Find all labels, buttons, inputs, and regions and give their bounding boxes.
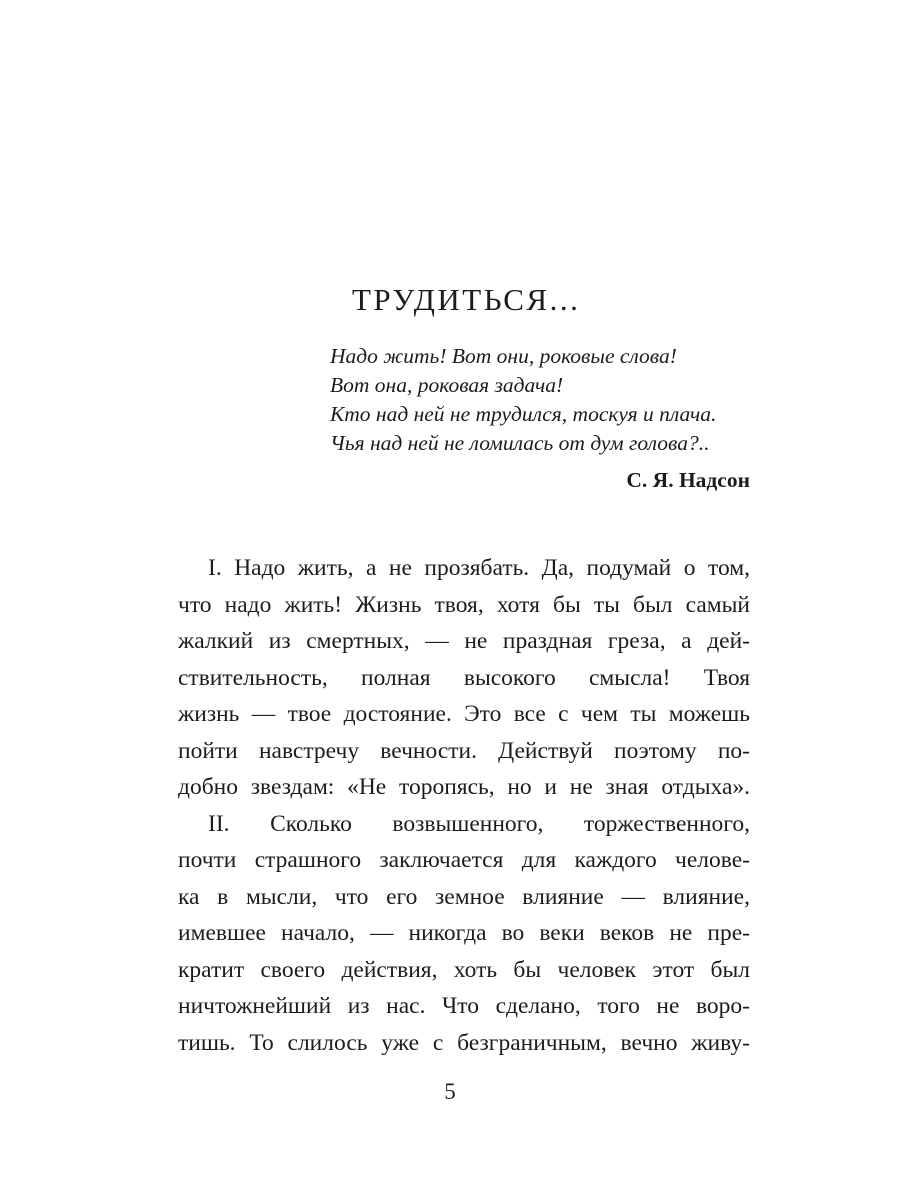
epigraph-author: С. Я. Надсон xyxy=(626,468,750,492)
body-line: ствительность, полная высокого смысла! Твоя xyxy=(178,664,750,691)
body-line: добно звездам: «Не торопясь, но и не зная отдыха». xyxy=(178,774,750,800)
body-text xyxy=(178,550,750,1061)
epigraph-line: Чья над ней не ломилась от дум голова?.. xyxy=(330,431,710,455)
epigraph-line: Надо жить! Вот они, роковые слова! xyxy=(330,344,677,368)
epigraph-line: Кто над ней не трудился, тоскуя и плача. xyxy=(330,402,717,426)
body-line: кратит своего действия, хоть бы человек этот был xyxy=(178,956,750,983)
body-line: жалкий из смертных, — не праздная греза, а дей- xyxy=(178,628,750,654)
body-line: тишь. То слилось уже с безграничным, вечно живу- xyxy=(178,1029,750,1056)
body-line: имевшее начало, — никогда во веки веков не пре- xyxy=(178,920,750,946)
body-line: II. Сколько возвышенного, торжественного, xyxy=(208,810,750,837)
body-line: жизнь — твое достояние. Это все с чем ты можешь xyxy=(178,701,750,727)
page-number: 5 xyxy=(444,1079,456,1104)
epigraph-line: Вот она, роковая задача! xyxy=(330,373,564,397)
epigraph xyxy=(330,342,750,492)
body-line: ничтожнейший из нас. Что сделано, того не воро- xyxy=(178,993,750,1019)
body-line: ка в мысли, что его земное влияние — влияние, xyxy=(178,883,750,910)
body-line: пойти навстречу вечности. Действуй поэтому по- xyxy=(178,737,750,764)
chapter-title: ТРУДИТЬСЯ... xyxy=(352,282,581,317)
body-line: что надо жить! Жизнь твоя, хотя бы ты был самый xyxy=(178,591,750,618)
body-line: I. Надо жить, а не прозябать. Да, подумай о том, xyxy=(208,555,750,581)
body-line: почти страшного заключается для каждого челове- xyxy=(178,847,750,873)
